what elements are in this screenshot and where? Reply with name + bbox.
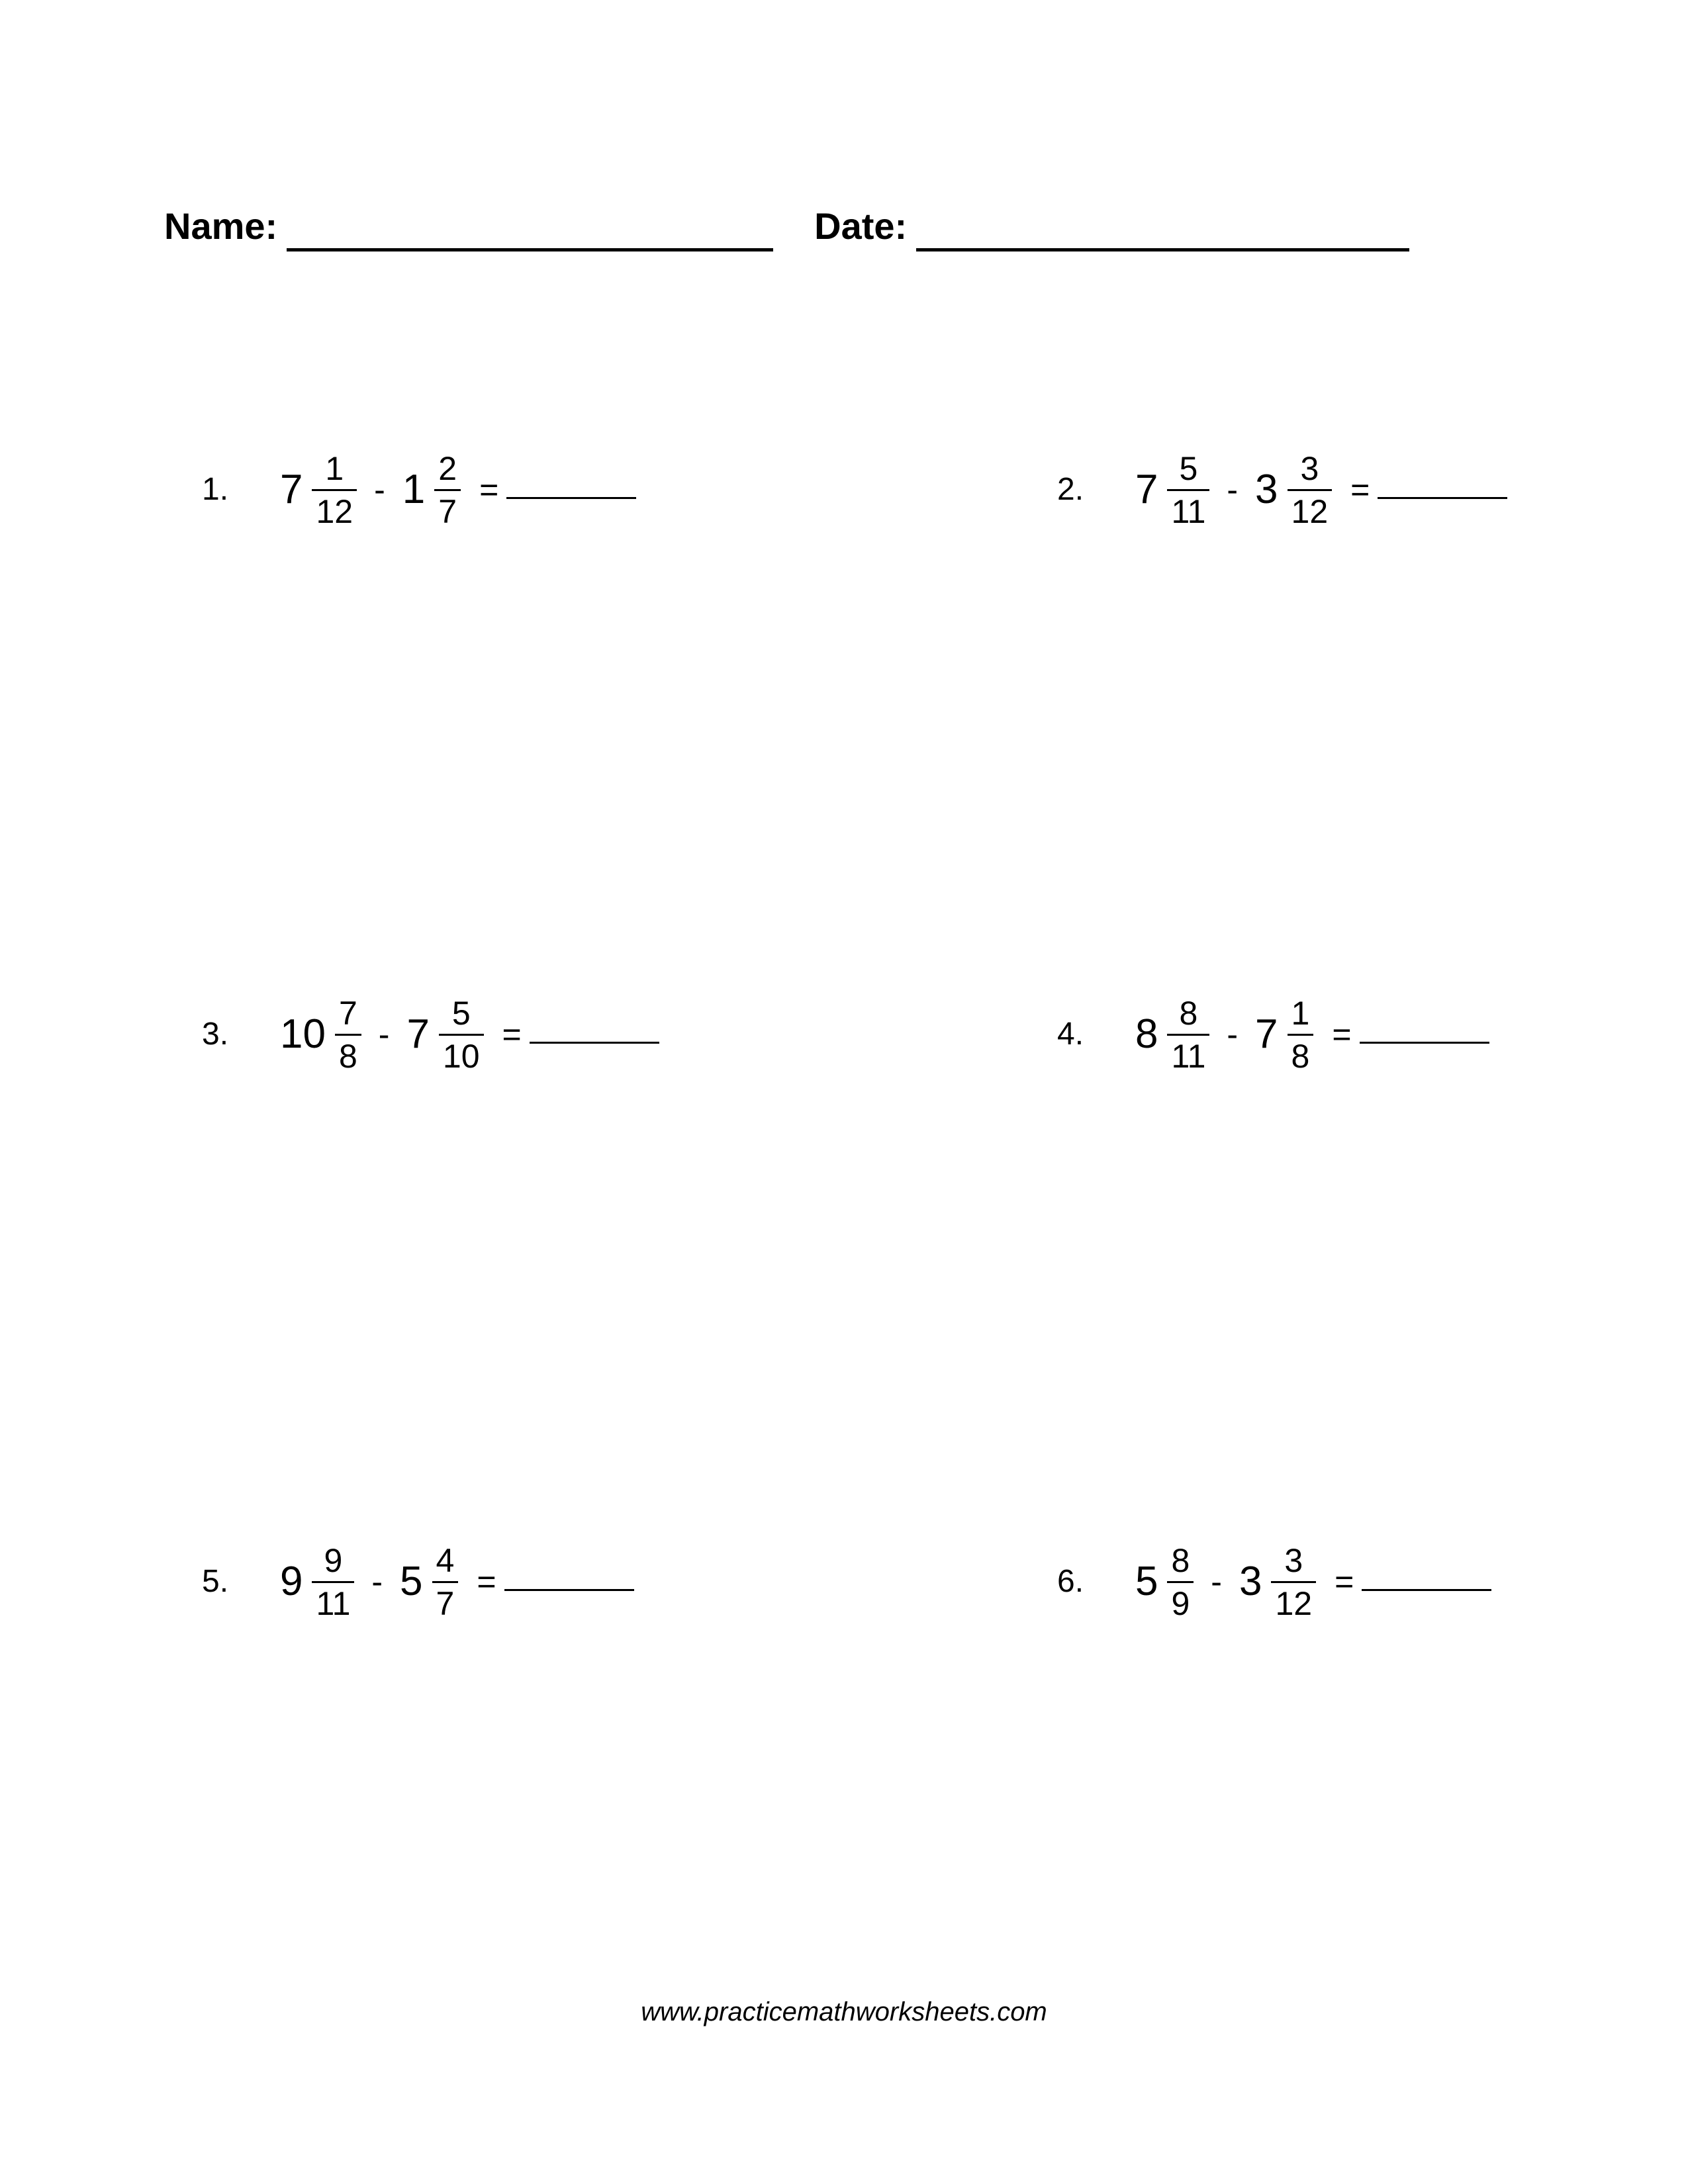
minus-sign: - <box>371 1563 383 1600</box>
second-numerator: 1 <box>1291 994 1310 1032</box>
name-label: Name: <box>164 205 278 247</box>
first-denominator: 11 <box>1171 492 1206 530</box>
second-fraction <box>439 994 484 1075</box>
second-fraction <box>1288 449 1333 530</box>
equals-sign: = <box>1350 471 1370 508</box>
date-label: Date: <box>814 205 908 247</box>
answer-blank-line[interactable] <box>504 1589 634 1591</box>
problem-number: 6. <box>1057 1564 1084 1599</box>
first-numerator: 9 <box>324 1541 343 1579</box>
minus-sign: - <box>378 1016 390 1053</box>
second-denominator: 10 <box>442 1037 480 1075</box>
first-fraction <box>1167 449 1209 530</box>
first-fraction <box>1167 994 1209 1075</box>
answer-blank-line[interactable] <box>1360 1042 1489 1044</box>
date-field <box>814 205 1409 251</box>
first-numerator: 1 <box>325 449 344 487</box>
problem-number: 3. <box>202 1017 229 1052</box>
problem-6 <box>1057 1516 1491 1648</box>
equals-sign: = <box>502 1016 522 1053</box>
worksheet-header <box>164 199 1409 251</box>
first-numerator: 8 <box>1179 994 1198 1032</box>
first-whole: 7 <box>1135 467 1158 512</box>
minus-sign: - <box>374 471 385 508</box>
second-numerator: 2 <box>438 449 457 487</box>
first-denominator: 9 <box>1171 1584 1190 1622</box>
first-whole: 5 <box>1135 1559 1158 1604</box>
second-whole: 3 <box>1239 1559 1262 1604</box>
date-blank-line[interactable] <box>916 248 1409 251</box>
second-whole: 1 <box>402 467 426 512</box>
second-fraction <box>434 449 461 530</box>
second-denominator: 7 <box>436 1584 455 1622</box>
first-whole: 10 <box>280 1011 326 1057</box>
second-numerator: 3 <box>1300 449 1319 487</box>
first-numerator: 7 <box>338 994 357 1032</box>
answer-blank-line[interactable] <box>1378 497 1507 499</box>
second-denominator: 12 <box>1275 1584 1313 1622</box>
problem-number: 1. <box>202 472 229 507</box>
first-whole: 9 <box>280 1559 303 1604</box>
first-numerator: 8 <box>1171 1541 1190 1579</box>
second-numerator: 3 <box>1284 1541 1303 1579</box>
second-fraction <box>432 1541 459 1622</box>
second-fraction <box>1271 1541 1316 1622</box>
first-denominator: 11 <box>316 1584 351 1622</box>
second-denominator: 8 <box>1291 1037 1310 1075</box>
first-denominator: 11 <box>1171 1037 1206 1075</box>
second-whole: 7 <box>1255 1011 1278 1057</box>
second-denominator: 12 <box>1291 492 1329 530</box>
name-blank-line[interactable] <box>287 248 773 251</box>
first-numerator: 5 <box>1179 449 1198 487</box>
second-whole: 7 <box>406 1011 430 1057</box>
answer-blank-line[interactable] <box>530 1042 659 1044</box>
first-fraction <box>1167 1541 1194 1622</box>
first-whole: 8 <box>1135 1011 1158 1057</box>
problem-5 <box>202 1516 634 1648</box>
first-fraction <box>312 1541 354 1622</box>
second-numerator: 5 <box>451 994 471 1032</box>
problem-number: 4. <box>1057 1017 1084 1052</box>
problem-1 <box>202 424 636 556</box>
first-fraction <box>312 449 357 530</box>
second-denominator: 7 <box>438 492 457 530</box>
answer-blank-line[interactable] <box>506 497 636 499</box>
answer-blank-line[interactable] <box>1362 1589 1491 1591</box>
problem-2 <box>1057 424 1507 556</box>
minus-sign: - <box>1211 1563 1222 1600</box>
problem-number: 2. <box>1057 472 1084 507</box>
equals-sign: = <box>1332 1016 1352 1053</box>
second-whole: 5 <box>400 1559 423 1604</box>
minus-sign: - <box>1227 471 1239 508</box>
first-fraction <box>335 994 361 1075</box>
problem-number: 5. <box>202 1564 229 1599</box>
minus-sign: - <box>1227 1016 1239 1053</box>
second-numerator: 4 <box>436 1541 455 1579</box>
name-field <box>164 205 773 251</box>
first-denominator: 8 <box>338 1037 357 1075</box>
second-fraction <box>1288 994 1314 1075</box>
second-whole: 3 <box>1255 467 1278 512</box>
equals-sign: = <box>479 471 499 508</box>
first-denominator: 12 <box>316 492 353 530</box>
footer-url: www.practicemathworksheets.com <box>641 1997 1047 2026</box>
first-whole: 7 <box>280 467 303 512</box>
problem-4 <box>1057 968 1489 1101</box>
equals-sign: = <box>477 1563 496 1600</box>
problem-3 <box>202 968 659 1101</box>
equals-sign: = <box>1335 1563 1354 1600</box>
